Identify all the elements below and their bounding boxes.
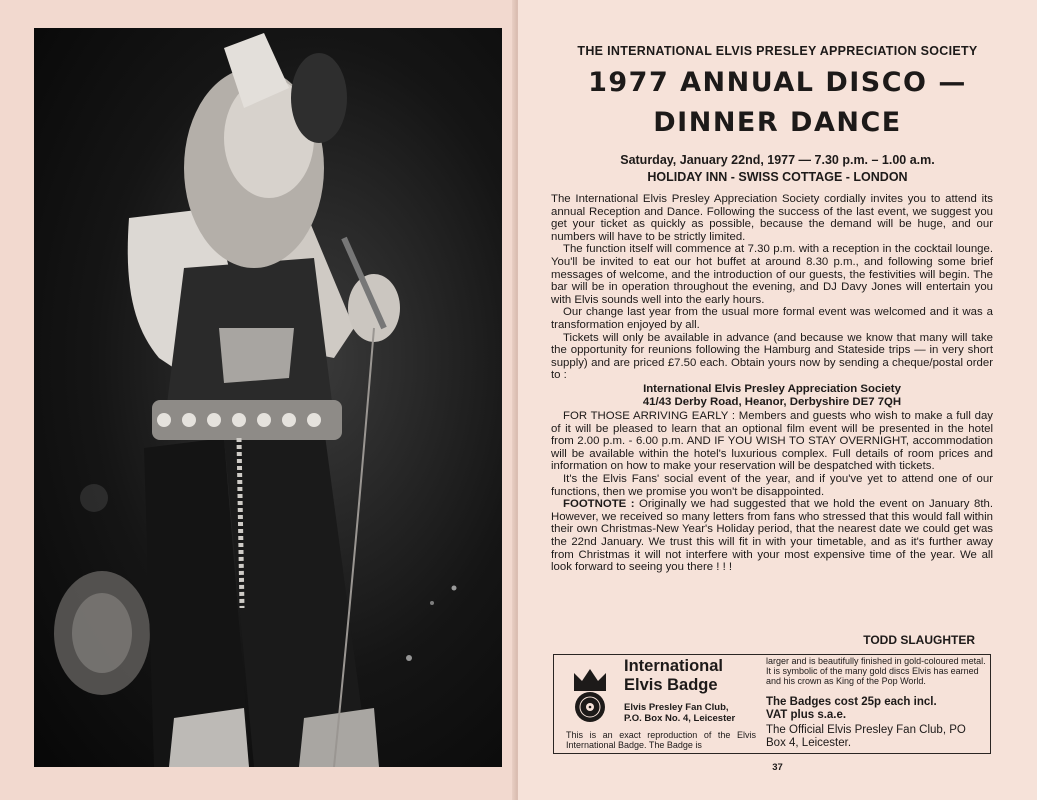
society-address bbox=[551, 383, 993, 408]
crown-record-icon bbox=[568, 667, 612, 723]
paragraph-change: Our change last year from the usual more formal event was welcomed and it was a transformation enjoyed by all. bbox=[551, 306, 993, 331]
page-number: 37 bbox=[772, 762, 783, 773]
paragraph-tickets: Tickets will only be available in advance (and because we know that many will take the opportunity for reunions following the Hamburg and Stateside trips — in very short supply) and are priced £7.50 each. Obtain yours now by sending a cheque/postal order to : bbox=[551, 331, 993, 382]
badge-reproduction-note: This is an exact reproduction of the Elvis International Badge. The Badge is bbox=[566, 730, 756, 750]
address-line2: 41/43 Derby Road, Heanor, Derbyshire DE7 7QH bbox=[642, 395, 902, 408]
fan-club-line2: P.O. Box No. 4, Leicester bbox=[624, 713, 736, 724]
badge-description: larger and is beautifully finished in gold-coloured metal. It is symbolic of the many gold discs Elvis has earned and his crown as King of the Pop World. bbox=[766, 656, 986, 686]
badge-title-line1: International bbox=[624, 657, 724, 675]
author-signature: TODD SLAUGHTER bbox=[863, 633, 975, 647]
badge-price-line1: The Badges cost 25p each incl. bbox=[766, 696, 937, 708]
paragraph-footnote bbox=[551, 498, 993, 574]
elvis-performance-photo bbox=[34, 28, 502, 767]
elvis-photo-illustration bbox=[34, 28, 502, 767]
badge-title bbox=[624, 657, 723, 695]
paragraph-invitation: The International Elvis Presley Appreciation Society cordially invites you to attend its annual Reception and Dance. Following the success of the last event, we suggest you get your ticket as quickly as possible, because the demand will be huge, and our numbers will have to be strictly limited. bbox=[551, 193, 993, 243]
left-page bbox=[0, 0, 516, 800]
fan-club-address bbox=[624, 702, 735, 724]
paragraph-function: The function itself will commence at 7.30 p.m. with a reception in the cocktail lounge. You'll be invited to eat our hot buffet at around 8.30 p.m., and following some brief messages of welcome, and the introduction of our guests, the festivities will begin. The bar will be in operation throughout the evening, and DJ Davy Jones will entertain you with Elvis sounds well into the early hours. bbox=[551, 243, 993, 306]
badge-advertisement bbox=[553, 654, 991, 754]
address-line1: International Elvis Presley Appreciation Society bbox=[643, 382, 901, 395]
society-heading: THE INTERNATIONAL ELVIS PRESLEY APPRECIATION SOCIETY bbox=[577, 44, 978, 58]
badge-title-line2: Elvis Badge bbox=[624, 676, 718, 694]
footnote-label: FOOTNOTE : bbox=[563, 498, 635, 511]
paragraph-arriving-early: FOR THOSE ARRIVING EARLY : Members and guests who wish to make a full day of it will be pleased to learn that an optional film event will be presented in the hotel from 2.00 p.m. - 6.00 p.m. AND IF YOU WISH TO STAY OVERNIGHT, accommodation will be available within the hotel's luxurious complex. Full details of room prices and information on how to make your reservation will be despatched with tickets. bbox=[551, 410, 993, 473]
fan-club-line1: Elvis Presley Fan Club, bbox=[624, 702, 729, 713]
badge-price-line2: VAT plus s.a.e. bbox=[766, 709, 847, 721]
event-date: Saturday, January 22nd, 1977 — 7.30 p.m. – 1.00 a.m. bbox=[620, 153, 935, 167]
article-body bbox=[551, 193, 993, 574]
right-page bbox=[518, 0, 1037, 800]
footnote-text: Originally we had suggested that we hold the event on January 8th. However, we received so many letters from fans who stressed that this would fall within their own Christmas-New Year's Holiday period, that the nearest date we could get was the 22nd January. We trust this will fit in with your timetable, and as it's further away from Christmas it will not interfere with your most expensive time of the year. We all look forward to seeing you there ! ! ! bbox=[551, 498, 993, 574]
badge-price bbox=[766, 696, 937, 722]
paragraph-social-event: It's the Elvis Fans' social event of the year, and if you've yet to attend one of our functions, then we promise you won't be disappointed. bbox=[551, 473, 993, 498]
event-title-line1: 1977 ANNUAL DISCO — bbox=[588, 67, 967, 98]
event-venue: HOLIDAY INN - SWISS COTTAGE - LONDON bbox=[647, 170, 908, 184]
badge-order-address: The Official Elvis Presley Fan Club, PO Box 4, Leicester. bbox=[766, 724, 966, 749]
event-title-line2: DINNER DANCE bbox=[653, 107, 902, 138]
event-date-venue bbox=[518, 152, 1037, 186]
